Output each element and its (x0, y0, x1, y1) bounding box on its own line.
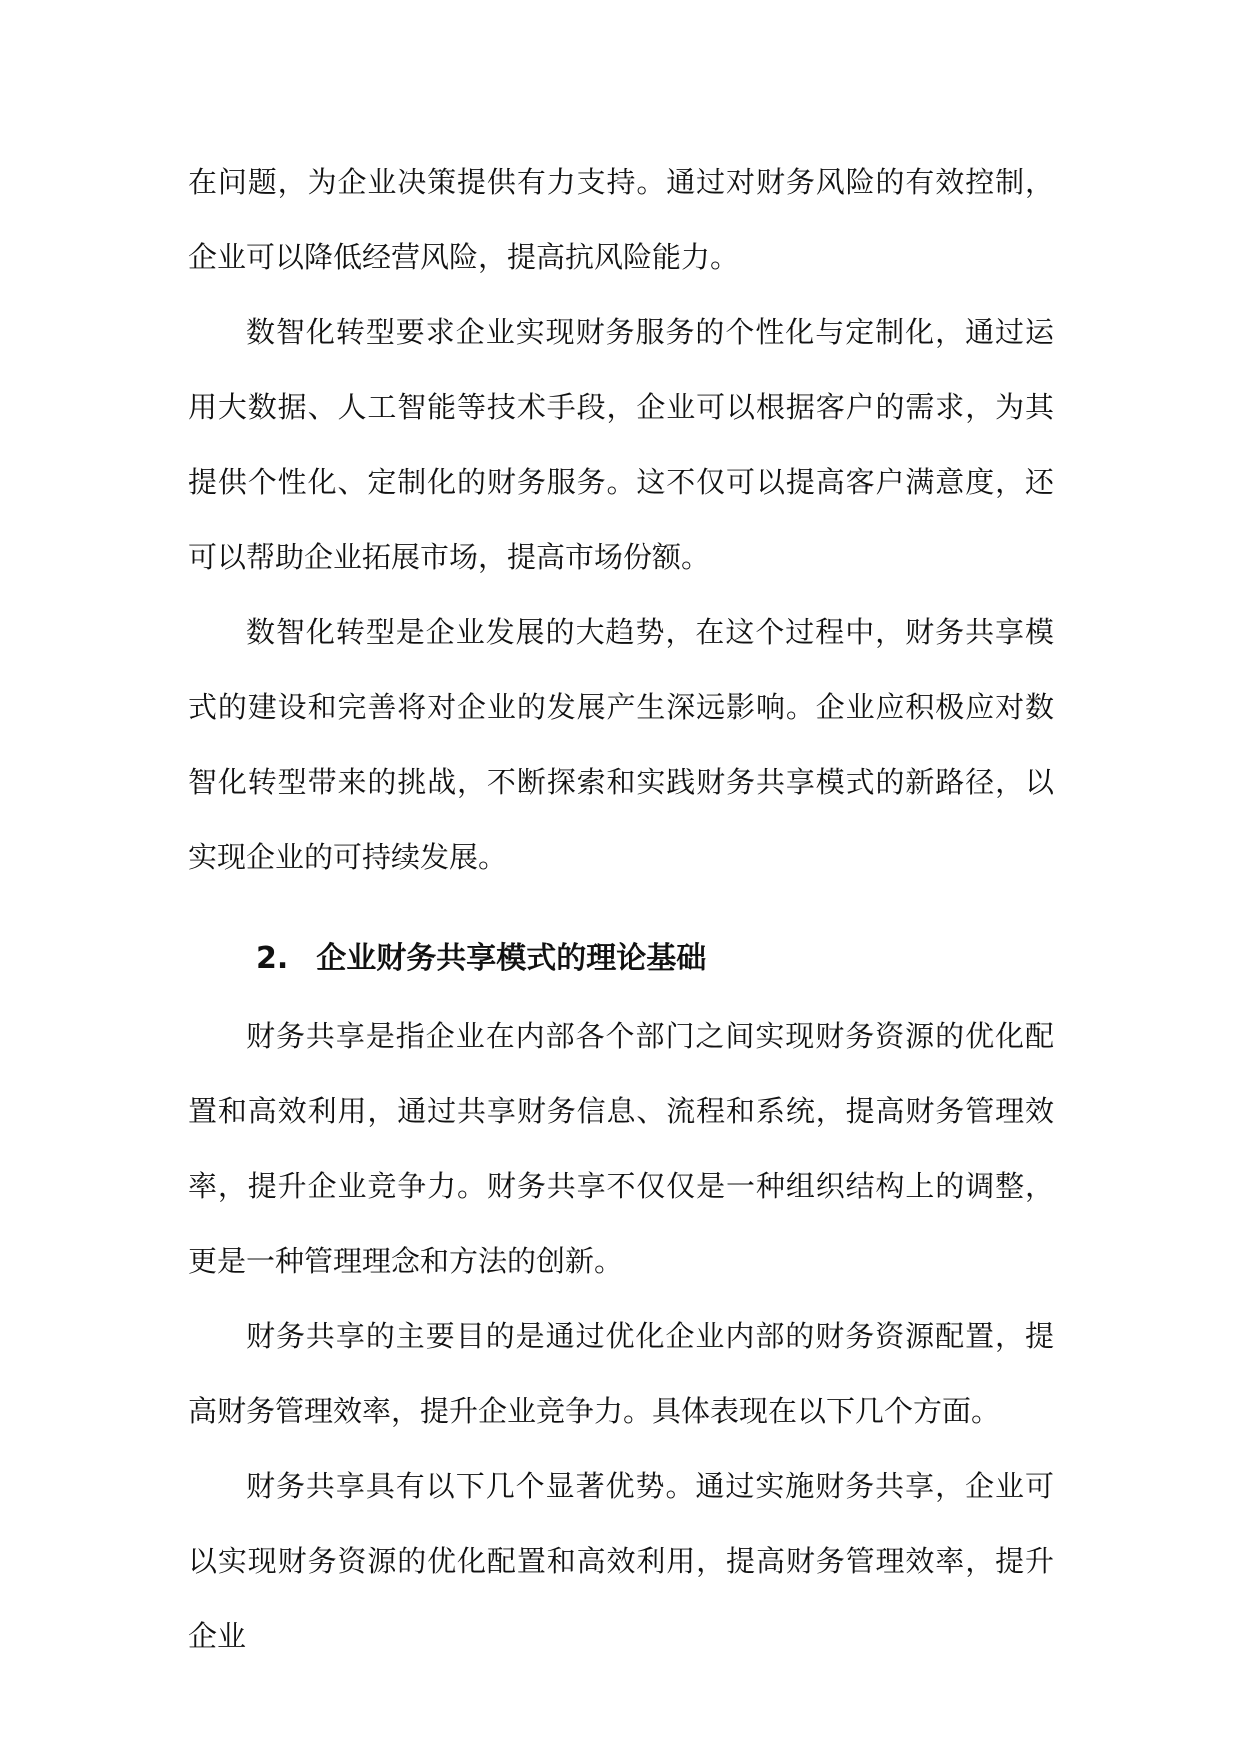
page-content (188, 145, 1054, 1674)
section-number: 2. (256, 941, 289, 976)
paragraph-definition: 财务共享是指企业在内部各个部门之间实现财务资源的优化配置和高效利用，通过共享财务信息、流程和系统，提高财务管理效率，提升企业竞争力。财务共享不仅仅是一种组织结构上的调整，更是一种管理理念和方法的创新。 (188, 1019, 1054, 1278)
paragraph-risk-control: 在问题，为企业决策提供有力支持。通过对财务风险的有效控制，企业可以降低经营风险，提高抗风险能力。 (188, 165, 1054, 274)
paragraph-digital-trend: 数智化转型是企业发展的大趋势，在这个过程中，财务共享模式的建设和完善将对企业的发展产生深远影响。企业应积极应对数智化转型带来的挑战，不断探索和实践财务共享模式的新路径，以实现企业的可持续发展。 (188, 615, 1054, 874)
paragraph-advantages: 财务共享具有以下几个显著优势。通过实施财务共享，企业可以实现财务资源的优化配置和高效利用，提高财务管理效率，提升企业 (188, 1469, 1054, 1653)
paragraph-purpose: 财务共享的主要目的是通过优化企业内部的财务资源配置，提高财务管理效率，提升企业竞争力。具体表现在以下几个方面。 (188, 1319, 1054, 1428)
section-title: 企业财务共享模式的理论基础 (316, 941, 707, 976)
paragraph-personalized-service: 数智化转型要求企业实现财务服务的个性化与定制化，通过运用大数据、人工智能等技术手段，企业可以根据客户的需求，为其提供个性化、定制化的财务服务。这不仅可以提高客户满意度，还可以帮助企业拓展市场，提高市场份额。 (188, 315, 1054, 574)
section-heading (188, 919, 1054, 999)
